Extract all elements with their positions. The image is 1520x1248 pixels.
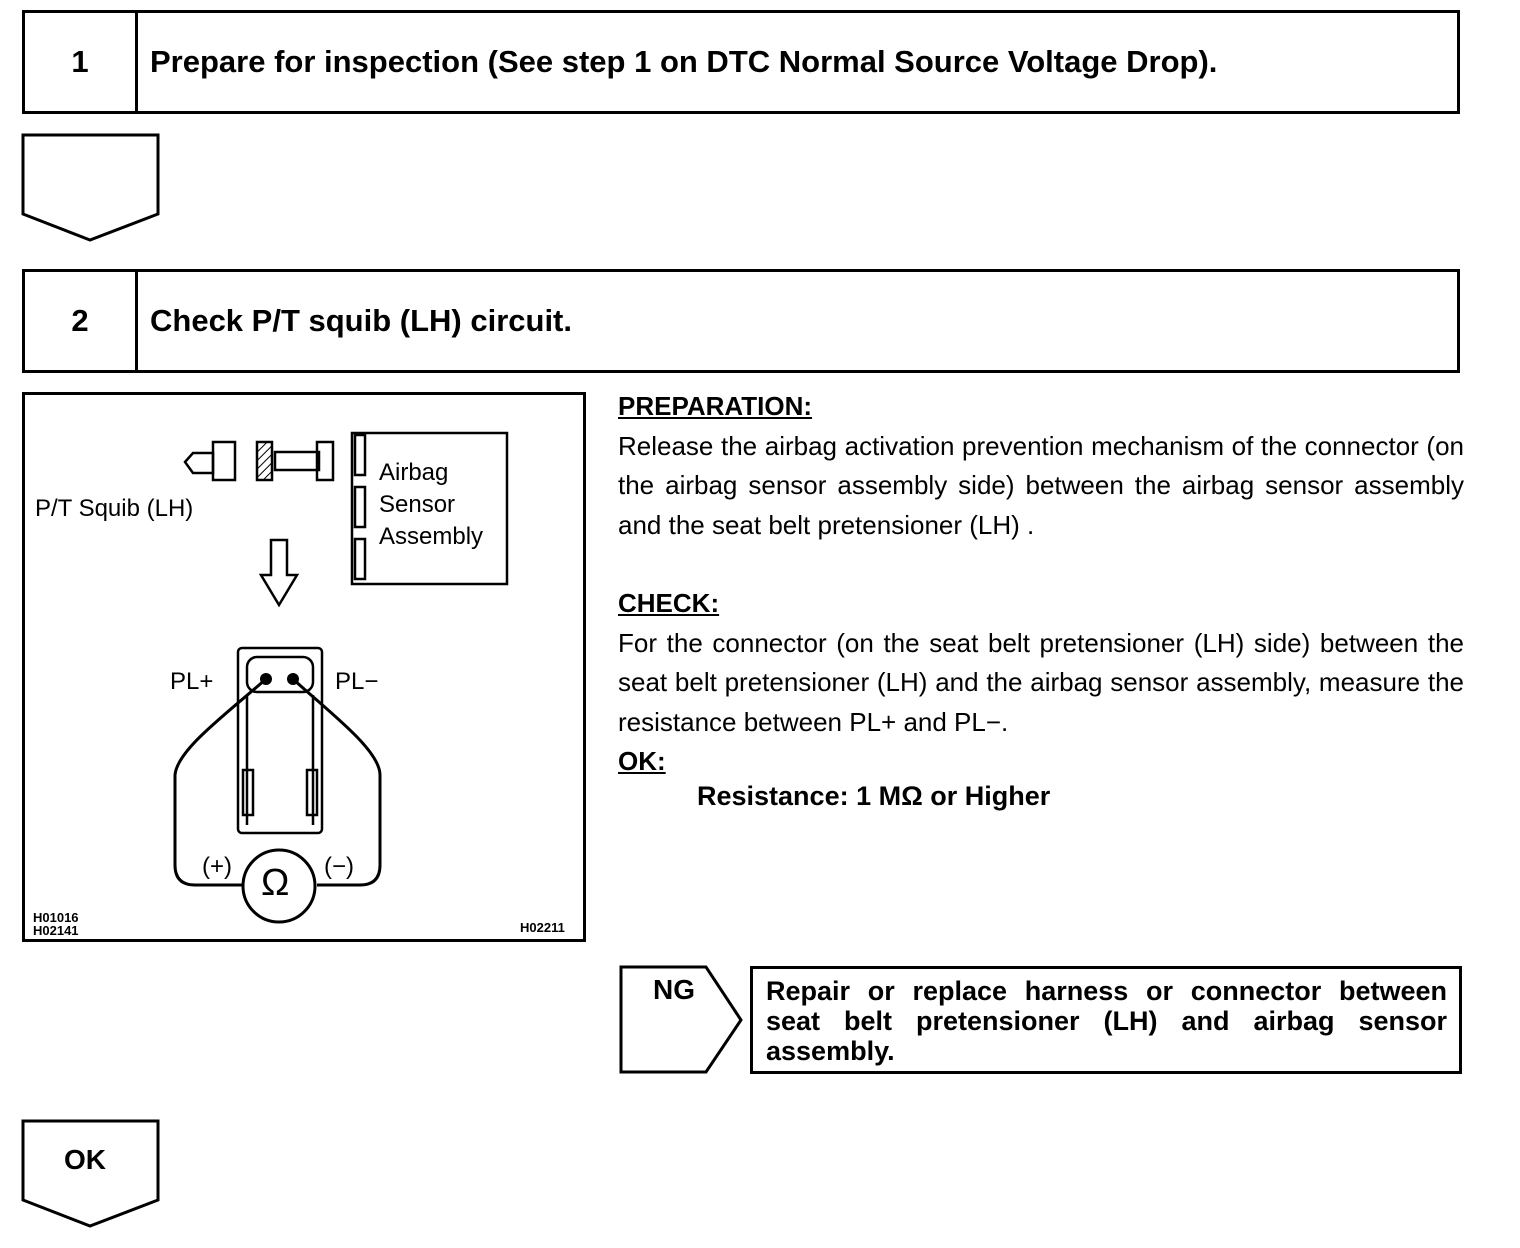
pretensioner-connector-shape (238, 648, 322, 833)
step-2-box (22, 269, 1460, 373)
step-1-box (22, 10, 1460, 114)
ohm-symbol: Ω (261, 862, 290, 904)
ng-action: Repair or replace harness or connector between seat belt pretensioner (LH) and airbag sensor assembly. (750, 966, 1462, 1074)
flow-arrow-down (20, 132, 162, 244)
preparation-heading: PREPARATION: (618, 391, 813, 421)
connector-diagram-drawing (25, 395, 586, 942)
ng-label: NG (653, 974, 695, 1005)
ok-spec: Resistance: 1 MΩ or Higher (697, 781, 1051, 811)
instructions (618, 387, 1464, 782)
figure-code-left-2: H02141 (33, 923, 79, 938)
preparation-text: Release the airbag activation prevention mechanism of the connector (on the airbag sensor assembly side) between the airbag sensor assembly and the seat belt pretensioner (LH) . (618, 430, 1464, 540)
harness-plug-shape (275, 442, 333, 480)
hollow-down-arrow (261, 540, 297, 605)
meter-minus-label: (−) (324, 853, 354, 880)
hatched-connector-shape (257, 442, 272, 480)
pl-minus-label: PL− (335, 668, 379, 695)
pl-plus-label: PL+ (170, 668, 214, 695)
figure-code-left-1: H01016 (33, 910, 79, 925)
check-heading: CHECK: (618, 588, 720, 618)
check-text: For the connector (on the seat belt pretensioner (LH) side) between the seat belt pretensioner (LH) and the airbag sensor assembly, measure the resistance between PL+ and PL−. (618, 627, 1464, 737)
figure-code-right: H02211 (520, 920, 565, 935)
step-2-number: 2 (25, 272, 138, 370)
ok-heading: OK: (618, 746, 666, 776)
sensor-label-line-2: Sensor (379, 491, 456, 518)
sensor-label-line-3: Assembly (379, 523, 484, 550)
step-1-number: 1 (25, 13, 138, 111)
connector-diagram (22, 392, 586, 942)
sensor-label-line-1: Airbag (379, 459, 449, 486)
step-1-title: Prepare for inspection (See step 1 on DTC Normal Source Voltage Drop). (150, 44, 1218, 79)
step-2-title: Check P/T squib (LH) circuit. (150, 303, 572, 338)
ok-arrow-label: OK (64, 1144, 106, 1175)
meter-plus-label: (+) (202, 853, 232, 880)
squib-label: P/T Squib (LH) (35, 495, 194, 522)
squib-connector-shape (185, 442, 235, 480)
